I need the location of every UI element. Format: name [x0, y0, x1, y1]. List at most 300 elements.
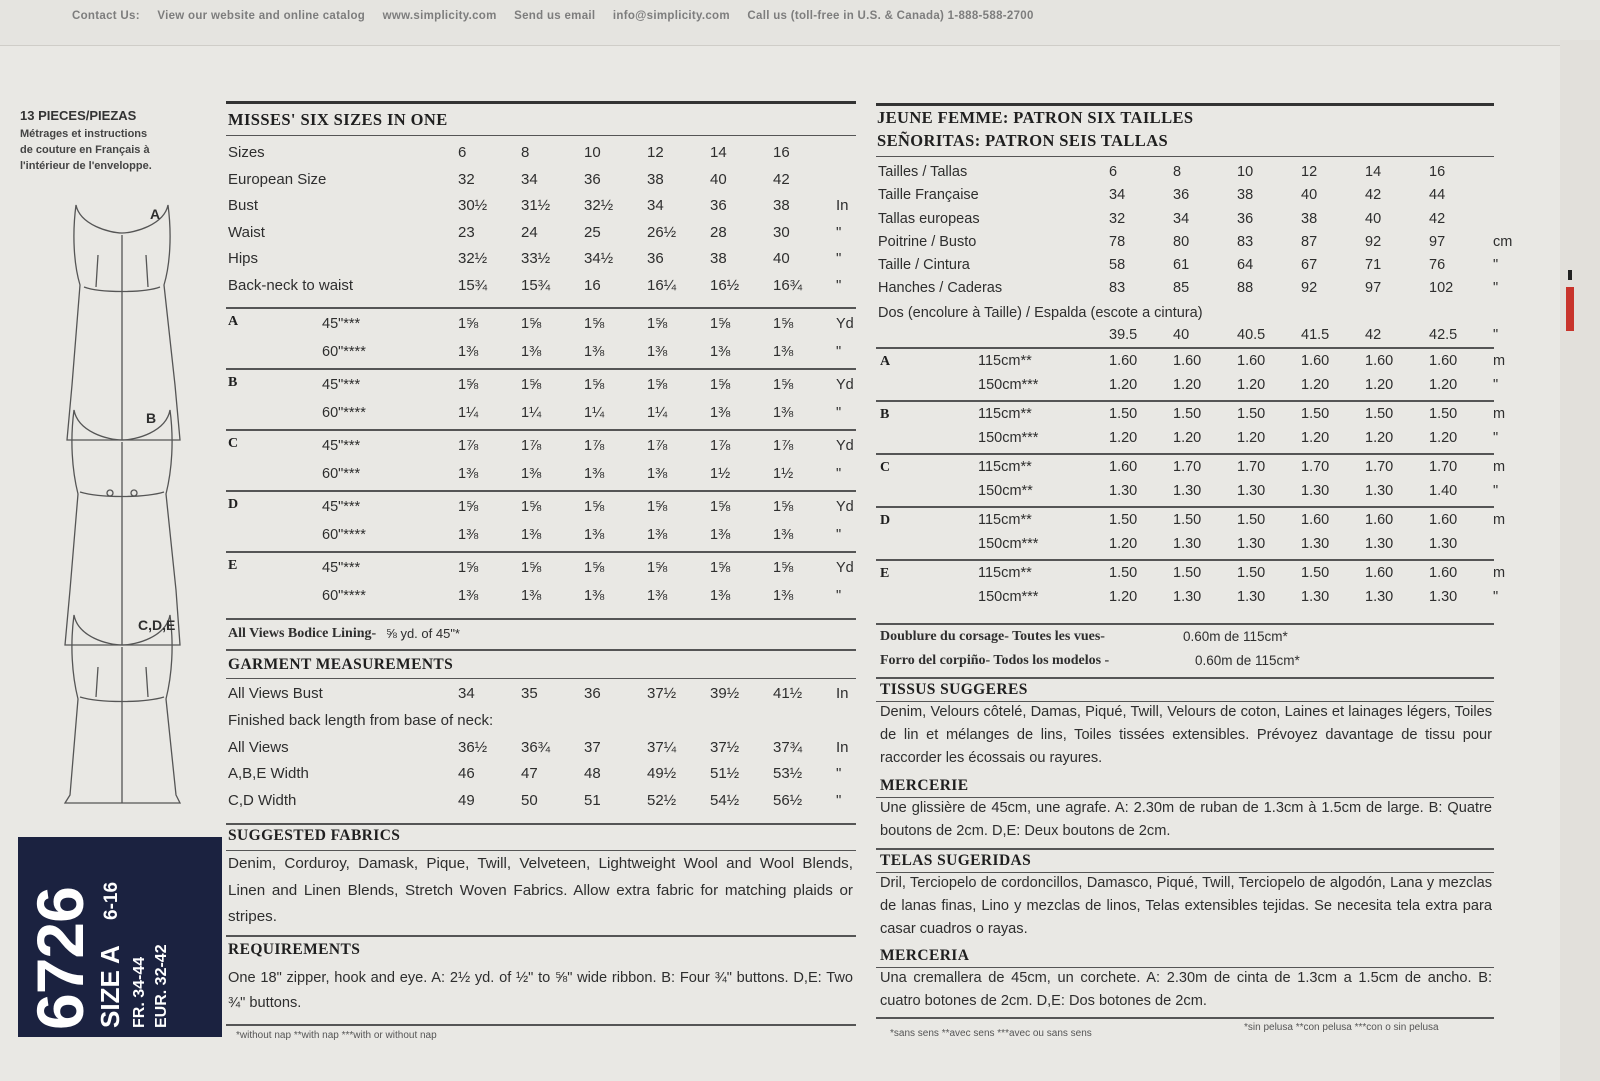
jeune-size-r4-c7: ": [1493, 257, 1499, 274]
misses-size-r5-c3: 16: [584, 276, 601, 294]
garment-r3-c2: 47: [521, 765, 538, 783]
yardage-grid-b: [978, 403, 1510, 450]
jeune-size-r5-c7: ": [1493, 280, 1499, 297]
footnote-fr: *sans sens **avec sens ***avec ou sans sens: [890, 1028, 1092, 1039]
misses-size-r2-c3: 32½: [584, 197, 614, 214]
misses-size-r4-c3: 34½: [584, 250, 614, 267]
misses-size-r5-c5: 16½: [710, 276, 740, 294]
yardage-d-r1-c5: 1⅜: [710, 527, 731, 543]
misses-size-r3-c1: 23: [458, 223, 475, 241]
yardage-d-r1-c4: 1.30: [1301, 535, 1330, 552]
garment-r3-c6: 53½: [773, 765, 803, 783]
yardage-b-r1-c2: 1¼: [521, 405, 542, 421]
jeune-size-r4-c5: 71: [1365, 257, 1382, 274]
yardage-a-r1-c1: 1⅜: [458, 344, 479, 360]
yardage-a-r1-c3: 1⅜: [584, 344, 605, 360]
pieces-count: 13 PIECES/PIEZAS: [20, 108, 137, 123]
garment-r3-c1: 46: [458, 765, 475, 783]
yardage-b-r0-c5: 1⅝: [710, 377, 731, 393]
yardage-b-r1-c1: 1¼: [458, 405, 479, 421]
yardage-c-r0-c1: 1⅞: [458, 438, 479, 454]
misses-size-r0-c2: 8: [521, 144, 530, 161]
doublure-bottom-rule: [876, 677, 1494, 679]
jeune-size-r5-c6: 102: [1429, 280, 1454, 297]
dos-r0-c0: 39.5: [1109, 327, 1138, 343]
jeune-size-r1-c2: 36: [1173, 187, 1190, 204]
jeune-size-r2-c3: 36: [1237, 210, 1254, 227]
jeune-size-r2-c0: Tallas europeas: [878, 210, 980, 227]
misses-size-r3-c2: 24: [521, 223, 538, 241]
misses-size-r2-c5: 36: [710, 197, 727, 214]
fabrics-text: Denim, Corduroy, Damask, Pique, Twill, Velveteen, Lightweight Wool and Wool Blends, Linen and Linen Blends, Stretch Woven Fabrics. Allow extra fabric for matching plaids or stripes.: [228, 855, 853, 925]
jeune-size-r5-c3: 88: [1237, 280, 1254, 297]
yardage-e-r0-c5: 1.60: [1365, 565, 1394, 581]
yardage-d-r1-c7: [1493, 533, 1510, 557]
yardage-d-r0-c4: 1⅝: [647, 499, 668, 515]
telas-title: TELAS SUGERIDAS: [880, 852, 1032, 869]
yardage-grid-a: [322, 310, 853, 366]
yardage-b-r0-c5: 1.50: [1365, 406, 1394, 422]
lining-label: All Views Bodice Lining-: [228, 626, 377, 641]
jeune-size-table: [878, 161, 1513, 301]
garment-bottom-rule: [226, 823, 856, 825]
yardage-d-r1-c3: 1⅜: [584, 527, 605, 543]
garment-r2-c1: 36½: [458, 738, 488, 756]
misses-size-r1-c4: 38: [647, 170, 664, 188]
yardage-a-r0-c4: 1.60: [1301, 353, 1330, 369]
yardage-b-r0-c6: 1⅝: [773, 377, 794, 393]
yardage-a-r0-c1: 1.60: [1109, 353, 1138, 369]
yardage-d-r0-c1: 1⅝: [458, 499, 479, 515]
yardage-b-r1-c7: ": [836, 405, 842, 421]
yardage-c-r1-c3: 1⅜: [584, 466, 605, 482]
yardage-view-e: E: [880, 566, 890, 581]
yardage-d-r1-c3: 1.30: [1237, 535, 1266, 552]
view-label-a: A: [150, 206, 161, 222]
garment-r2-c3: 37: [584, 738, 601, 756]
jeune-size-r1-c1: 34: [1109, 187, 1126, 204]
yardage-d-r1-c1: 1⅜: [458, 527, 479, 543]
garment-r4-c2: 50: [521, 792, 538, 810]
yardage-d-r1-c0: 150cm***: [978, 535, 1039, 552]
jeune-size-r2-c5: 40: [1365, 210, 1382, 227]
misses-size-r0-c6: 16: [773, 144, 790, 161]
yardage-a-r0-c4: 1⅝: [647, 316, 668, 332]
jeune-size-r3-c3: 83: [1237, 233, 1254, 250]
jeune-top-rule: [876, 103, 1494, 106]
contact-label: Contact Us:: [72, 10, 140, 22]
misses-footnote: *without nap **with nap ***with or without nap: [236, 1030, 437, 1041]
misses-size-r1-c5: 40: [710, 170, 727, 188]
jeune-size-r0-c3: 10: [1237, 164, 1254, 180]
yardage-grid-d: [978, 509, 1510, 556]
yardage-view-c: C: [228, 436, 239, 451]
jeune-size-r0-c0: Tailles / Tallas: [878, 164, 968, 180]
dos-r0-c2: 40.5: [1237, 327, 1266, 343]
yardage-b-r0-c3: 1.50: [1237, 406, 1266, 422]
yardage-d-r0-c2: 1⅝: [521, 499, 542, 515]
yardage-b-r0-c2: 1⅝: [521, 377, 542, 393]
yardage-a-r1-c5: 1⅜: [710, 344, 731, 360]
jeune-size-r3-c2: 80: [1173, 233, 1190, 250]
yardage-a-r1-c3: 1.20: [1237, 376, 1266, 393]
size-eur: EUR. 32-42: [153, 944, 170, 1028]
view-label-b: B: [146, 410, 157, 426]
misses-size-r2-c0: Bust: [228, 197, 259, 214]
yardage-view-e: E: [228, 558, 238, 573]
yardage-c-r0-c2: 1⅞: [521, 438, 542, 454]
jeune-size-r3-c6: 97: [1429, 233, 1446, 250]
yardage-b-r0-c3: 1⅝: [584, 377, 605, 393]
yardage-view-b: B: [228, 375, 238, 390]
misses-size-r2-c7: In: [836, 197, 849, 214]
lining-bottom-rule: [226, 649, 856, 651]
misses-size-r0-c4: 12: [647, 144, 664, 161]
yardage-a-r1-c7: ": [1493, 376, 1499, 393]
yardage-c-r1-c6: 1.40: [1429, 482, 1458, 499]
yardage-grid-d: [322, 493, 853, 549]
yardage-d-r0-c7: m: [1493, 512, 1506, 528]
yardage-c-r1-c1: 1.30: [1109, 482, 1138, 499]
garment-r2-c4: 37¼: [647, 738, 677, 756]
requirements-bottom-rule: [226, 1024, 856, 1026]
misses-size-r1-c3: 36: [584, 170, 601, 188]
yardage-e-r1-c6: 1.30: [1429, 588, 1458, 605]
yardage-e-r1-c2: 1.30: [1173, 588, 1202, 605]
garment-r0-c2: 35: [521, 685, 538, 702]
yardage-d-r0-c5: 1.60: [1365, 512, 1394, 528]
jeune-size-r4-c2: 61: [1173, 257, 1190, 274]
dos-r0-c6: ": [1493, 327, 1499, 343]
jeune-title-rule: [876, 156, 1494, 157]
yardage-e-r1-c7: ": [836, 588, 842, 604]
yardage-c-r0-c6: 1⅞: [773, 438, 794, 454]
pieces-note-2: de couture en Français à: [20, 144, 150, 156]
jeune-size-r4-c0: Taille / Cintura: [878, 257, 970, 274]
yardage-rule-d: [876, 506, 1494, 508]
yardage-a-r0-c7: Yd: [836, 316, 854, 332]
misses-size-r5-c0: Back-neck to waist: [228, 276, 354, 294]
contact-email-label: Send us email: [514, 10, 596, 22]
yardage-c-r1-c7: ": [836, 466, 842, 482]
lining-top-rule: [226, 618, 856, 620]
jeune-size-r0-c5: 14: [1365, 164, 1382, 180]
yardage-a-r0-c7: m: [1493, 353, 1506, 369]
yardage-c-r1-c0: 60"***: [322, 466, 361, 482]
mercerie-title: MERCERIE: [880, 777, 969, 794]
yardage-a-r1-c5: 1.20: [1365, 376, 1394, 393]
yardage-b-r1-c4: 1.20: [1301, 429, 1330, 446]
yardage-d-r1-c7: ": [836, 527, 842, 543]
yardage-a-r0-c5: 1⅝: [710, 316, 731, 332]
misses-size-r2-c4: 34: [647, 197, 664, 214]
yardage-e-r0-c7: Yd: [836, 560, 854, 576]
envelope-edge: [1560, 40, 1600, 1081]
garment-r3-c0: A,B,E Width: [228, 765, 309, 783]
dos-label: Dos (encolure à Taille) / Espalda (escote a cintura): [878, 305, 1203, 321]
jeune-size-r1-c3: 38: [1237, 187, 1254, 204]
yardage-a-r0-c3: 1⅝: [584, 316, 605, 332]
misses-title: MISSES' SIX SIZES IN ONE: [228, 110, 448, 129]
tissus-title: TISSUS SUGGERES: [880, 681, 1028, 698]
misses-size-r5-c2: 15¾: [521, 276, 551, 294]
jeune-size-r0-c1: 6: [1109, 164, 1118, 180]
fabrics-title: SUGGESTED FABRICS: [228, 827, 401, 844]
garment-r2-c7: In: [836, 738, 849, 756]
contact-bar: [0, 0, 1600, 46]
jeune-size-r4-c6: 76: [1429, 257, 1446, 274]
yardage-rule-d: [226, 490, 856, 492]
garment-r4-c4: 52½: [647, 792, 677, 810]
yardage-view-c: C: [880, 460, 891, 475]
yardage-b-r1-c5: 1.20: [1365, 429, 1394, 446]
lining-value: ⅝ yd. of 45"*: [386, 626, 460, 641]
garment-r0-c4: 37½: [647, 685, 677, 702]
yardage-b-r1-c0: 150cm***: [978, 429, 1039, 446]
garment-title-rule: [226, 678, 856, 679]
yardage-rule-e: [226, 551, 856, 553]
yardage-c-r0-c7: Yd: [836, 438, 854, 454]
yardage-b-r0-c4: 1.50: [1301, 406, 1330, 422]
yardage-c-r1-c6: 1½: [773, 466, 794, 482]
yardage-b-r1-c6: 1⅜: [773, 405, 794, 421]
yardage-b-r1-c3: 1.20: [1237, 429, 1266, 446]
misses-size-r4-c6: 40: [773, 250, 790, 267]
doublure-value: 0.60m de 115cm*: [1183, 629, 1288, 644]
yardage-e-r0-c1: 1.50: [1109, 565, 1138, 581]
jeune-size-r4-c3: 64: [1237, 257, 1254, 274]
yardage-d-r1-c0: 60"****: [322, 527, 366, 543]
yardage-c-r1-c5: 1.30: [1365, 482, 1394, 499]
yardage-e-r1-c4: 1.30: [1301, 588, 1330, 605]
yardage-e-r1-c0: 150cm***: [978, 588, 1039, 605]
yardage-d-r0-c3: 1⅝: [584, 499, 605, 515]
edge-mark-black: [1568, 270, 1572, 280]
jeune-size-r4-c4: 67: [1301, 257, 1318, 274]
garment-r4-c3: 51: [584, 792, 601, 810]
yardage-e-r0-c1: 1⅝: [458, 560, 479, 576]
yardage-b-r0-c1: 1.50: [1109, 406, 1138, 422]
doublure-top-rule: [876, 623, 1494, 625]
garment-r2-c5: 37½: [710, 738, 740, 756]
garment-title: GARMENT MEASUREMENTS: [228, 656, 454, 673]
jeune-size-r3-c4: 87: [1301, 233, 1318, 250]
jeune-size-r3-c0: Poitrine / Busto: [878, 233, 977, 250]
yardage-view-a: A: [880, 354, 891, 369]
misses-size-r4-c7: ": [836, 250, 842, 267]
yardage-b-r1-c4: 1¼: [647, 405, 668, 421]
misses-size-r2-c2: 31½: [521, 197, 551, 214]
tissus-text: Denim, Velours côtelé, Damas, Piqué, Twill, Velours de coton, Laines et lainages légers, Toiles de lin et mélanges de lins, Toiles tissées extensibles. Prévoyez davantage de tissu pour raccorder les écossais ou rayures.: [880, 704, 1492, 766]
yardage-grid-a: [978, 350, 1510, 397]
yardage-rule-a: [226, 307, 856, 309]
misses-size-r3-c0: Waist: [228, 223, 265, 241]
misses-size-r4-c5: 38: [710, 250, 727, 267]
misses-size-r1-c0: European Size: [228, 170, 327, 188]
yardage-e-r0-c2: 1⅝: [521, 560, 542, 576]
yardage-b-r1-c2: 1.20: [1173, 429, 1202, 446]
yardage-a-r0-c1: 1⅝: [458, 316, 479, 332]
contact-website: www.simplicity.com: [382, 10, 497, 22]
yardage-b-r1-c0: 60"****: [322, 405, 366, 421]
dress-view-a-drawing: [67, 205, 180, 440]
yardage-d-r1-c1: 1.20: [1109, 535, 1138, 552]
yardage-b-r0-c1: 1⅝: [458, 377, 479, 393]
yardage-rule-b: [876, 400, 1494, 402]
yardage-e-r0-c4: 1⅝: [647, 560, 668, 576]
garment-r3-c4: 49½: [647, 765, 677, 783]
jeune-size-r1-c5: 42: [1365, 187, 1382, 204]
yardage-d-r0-c5: 1⅝: [710, 499, 731, 515]
jeune-size-r5-c1: 83: [1109, 280, 1126, 297]
yardage-e-r0-c5: 1⅝: [710, 560, 731, 576]
doublure-label: Doublure du corsage- Toutes les vues-: [880, 629, 1105, 644]
garment-r2-c2: 36¾: [521, 738, 551, 756]
yardage-rule-a: [876, 347, 1494, 349]
contact-catalog-text: View our website and online catalog: [157, 10, 366, 22]
yardage-a-r0-c3: 1.60: [1237, 353, 1266, 369]
yardage-d-r0-c6: 1⅝: [773, 499, 794, 515]
misses-size-r5-c6: 16¾: [773, 276, 803, 294]
yardage-rule-e: [876, 559, 1494, 561]
yardage-a-r1-c0: 60"****: [322, 344, 366, 360]
yardage-rule-b: [226, 368, 856, 370]
yardage-c-r1-c4: 1⅜: [647, 466, 668, 482]
garment-r0-c5: 39½: [710, 685, 740, 702]
yardage-c-r0-c7: m: [1493, 459, 1506, 475]
dos-r0-c1: 40: [1173, 327, 1190, 343]
misses-size-r1-c6: 42: [773, 170, 790, 188]
yardage-e-r0-c0: 45"***: [322, 560, 361, 576]
garment-r0-c0: All Views Bust: [228, 685, 323, 702]
yardage-e-r1-c1: 1.20: [1109, 588, 1138, 605]
pieces-note-3: l'intérieur de l'enveloppe.: [20, 160, 152, 172]
dress-view-b-drawing: [65, 410, 180, 645]
yardage-d-r0-c2: 1.50: [1173, 512, 1202, 528]
misses-size-r5-c1: 15¾: [458, 276, 488, 294]
yardage-grid-e: [978, 562, 1510, 609]
jeune-size-r1-c4: 40: [1301, 187, 1318, 204]
yardage-d-r1-c6: 1⅜: [773, 527, 794, 543]
yardage-b-r0-c7: Yd: [836, 377, 854, 393]
garment-r4-c7: ": [836, 792, 842, 810]
yardage-a-r0-c2: 1⅝: [521, 316, 542, 332]
yardage-d-r1-c2: 1.30: [1173, 535, 1202, 552]
yardage-b-r0-c0: 115cm**: [978, 406, 1032, 422]
jeune-size-r2-c6: 42: [1429, 210, 1446, 227]
yardage-d-r0-c7: Yd: [836, 499, 854, 515]
yardage-c-r0-c1: 1.60: [1109, 459, 1138, 475]
yardage-c-r0-c3: 1.70: [1237, 459, 1266, 475]
yardage-b-r0-c4: 1⅝: [647, 377, 668, 393]
yardage-view-d: D: [880, 513, 891, 528]
jeune-size-r5-c5: 97: [1365, 280, 1382, 297]
misses-size-r0-c0: Sizes: [228, 144, 265, 161]
jeune-size-r1-c7: [1493, 184, 1510, 207]
yardage-e-r1-c5: 1.30: [1365, 588, 1394, 605]
yardage-c-r1-c0: 150cm**: [978, 482, 1033, 499]
misses-size-r4-c0: Hips: [228, 250, 259, 267]
misses-size-r1-c7: [836, 167, 853, 194]
yardage-a-r1-c4: 1⅜: [647, 344, 668, 360]
jeune-size-r0-c4: 12: [1301, 164, 1318, 180]
yardage-grid-b: [322, 371, 853, 427]
yardage-e-r1-c6: 1⅜: [773, 588, 794, 604]
jeune-size-r1-c0: Taille Française: [878, 187, 979, 204]
requirements-top-rule: [226, 935, 856, 937]
garment-r4-c6: 56½: [773, 792, 803, 810]
yardage-c-r1-c2: 1⅜: [521, 466, 542, 482]
yardage-a-r0-c0: 115cm**: [978, 353, 1032, 369]
requirements-title: REQUIREMENTS: [228, 941, 361, 958]
yardage-e-r1-c4: 1⅜: [647, 588, 668, 604]
yardage-e-r1-c1: 1⅜: [458, 588, 479, 604]
garment-r3-c7: ": [836, 765, 842, 783]
yardage-grid-c: [978, 456, 1510, 503]
misses-size-table: [228, 140, 853, 299]
yardage-rule-c: [226, 429, 856, 431]
yardage-a-r0-c0: 45"***: [322, 316, 361, 332]
yardage-e-r0-c2: 1.50: [1173, 565, 1202, 581]
yardage-e-r1-c2: 1⅜: [521, 588, 542, 604]
jeune-size-r5-c0: Hanches / Caderas: [878, 280, 1003, 297]
yardage-view-b: B: [880, 407, 890, 422]
yardage-b-r1-c6: 1.20: [1429, 429, 1458, 446]
dos-r0-c4: 42: [1365, 327, 1382, 343]
garment-r0-c3: 36: [584, 685, 601, 702]
yardage-a-r1-c4: 1.20: [1301, 376, 1330, 393]
misses-size-r1-c1: 32: [458, 170, 475, 188]
misses-size-r4-c4: 36: [647, 250, 664, 267]
yardage-view-a: A: [228, 314, 239, 329]
yardage-grid-c: [322, 432, 853, 488]
size-range: 6-16: [101, 881, 122, 920]
jeune-title-es: SEÑORITAS: PATRON SEIS TALLAS: [877, 131, 1169, 150]
jeune-size-r0-c2: 8: [1173, 164, 1182, 180]
yardage-a-r0-c6: 1⅝: [773, 316, 794, 332]
yardage-a-r1-c0: 150cm***: [978, 376, 1039, 393]
yardage-c-r0-c3: 1⅞: [584, 438, 605, 454]
yardage-c-r1-c5: 1½: [710, 466, 731, 482]
yardage-a-r1-c7: ": [836, 344, 842, 360]
misses-size-r0-c3: 10: [584, 144, 601, 161]
misses-size-r3-c6: 30: [773, 223, 790, 241]
jeune-size-r3-c5: 92: [1365, 233, 1382, 250]
misses-title-rule: [226, 135, 856, 136]
yardage-c-r0-c2: 1.70: [1173, 459, 1202, 475]
jeune-size-r0-c7: [1493, 161, 1510, 184]
garment-r3-c5: 51½: [710, 765, 740, 783]
contact-line: [72, 10, 1472, 22]
telas-top-rule: [876, 848, 1494, 850]
yardage-e-r1-c5: 1⅜: [710, 588, 731, 604]
yardage-d-r1-c2: 1⅜: [521, 527, 542, 543]
misses-size-r0-c5: 14: [710, 144, 727, 161]
jeune-size-r5-c4: 92: [1301, 280, 1318, 297]
pattern-number: 6726: [23, 887, 97, 1030]
yardage-e-r0-c6: 1⅝: [773, 560, 794, 576]
misses-size-r1-c2: 34: [521, 170, 538, 188]
contact-email: info@simplicity.com: [612, 10, 730, 22]
garment-r2-c0: All Views: [228, 738, 289, 756]
yardage-b-r0-c6: 1.50: [1429, 406, 1458, 422]
misses-size-r2-c6: 38: [773, 197, 790, 214]
yardage-e-r0-c3: 1.50: [1237, 565, 1266, 581]
yardage-d-r0-c1: 1.50: [1109, 512, 1138, 528]
misses-size-r3-c3: 25: [584, 223, 601, 241]
misses-size-r5-c7: ": [836, 276, 842, 294]
yardage-d-r1-c5: 1.30: [1365, 535, 1394, 552]
